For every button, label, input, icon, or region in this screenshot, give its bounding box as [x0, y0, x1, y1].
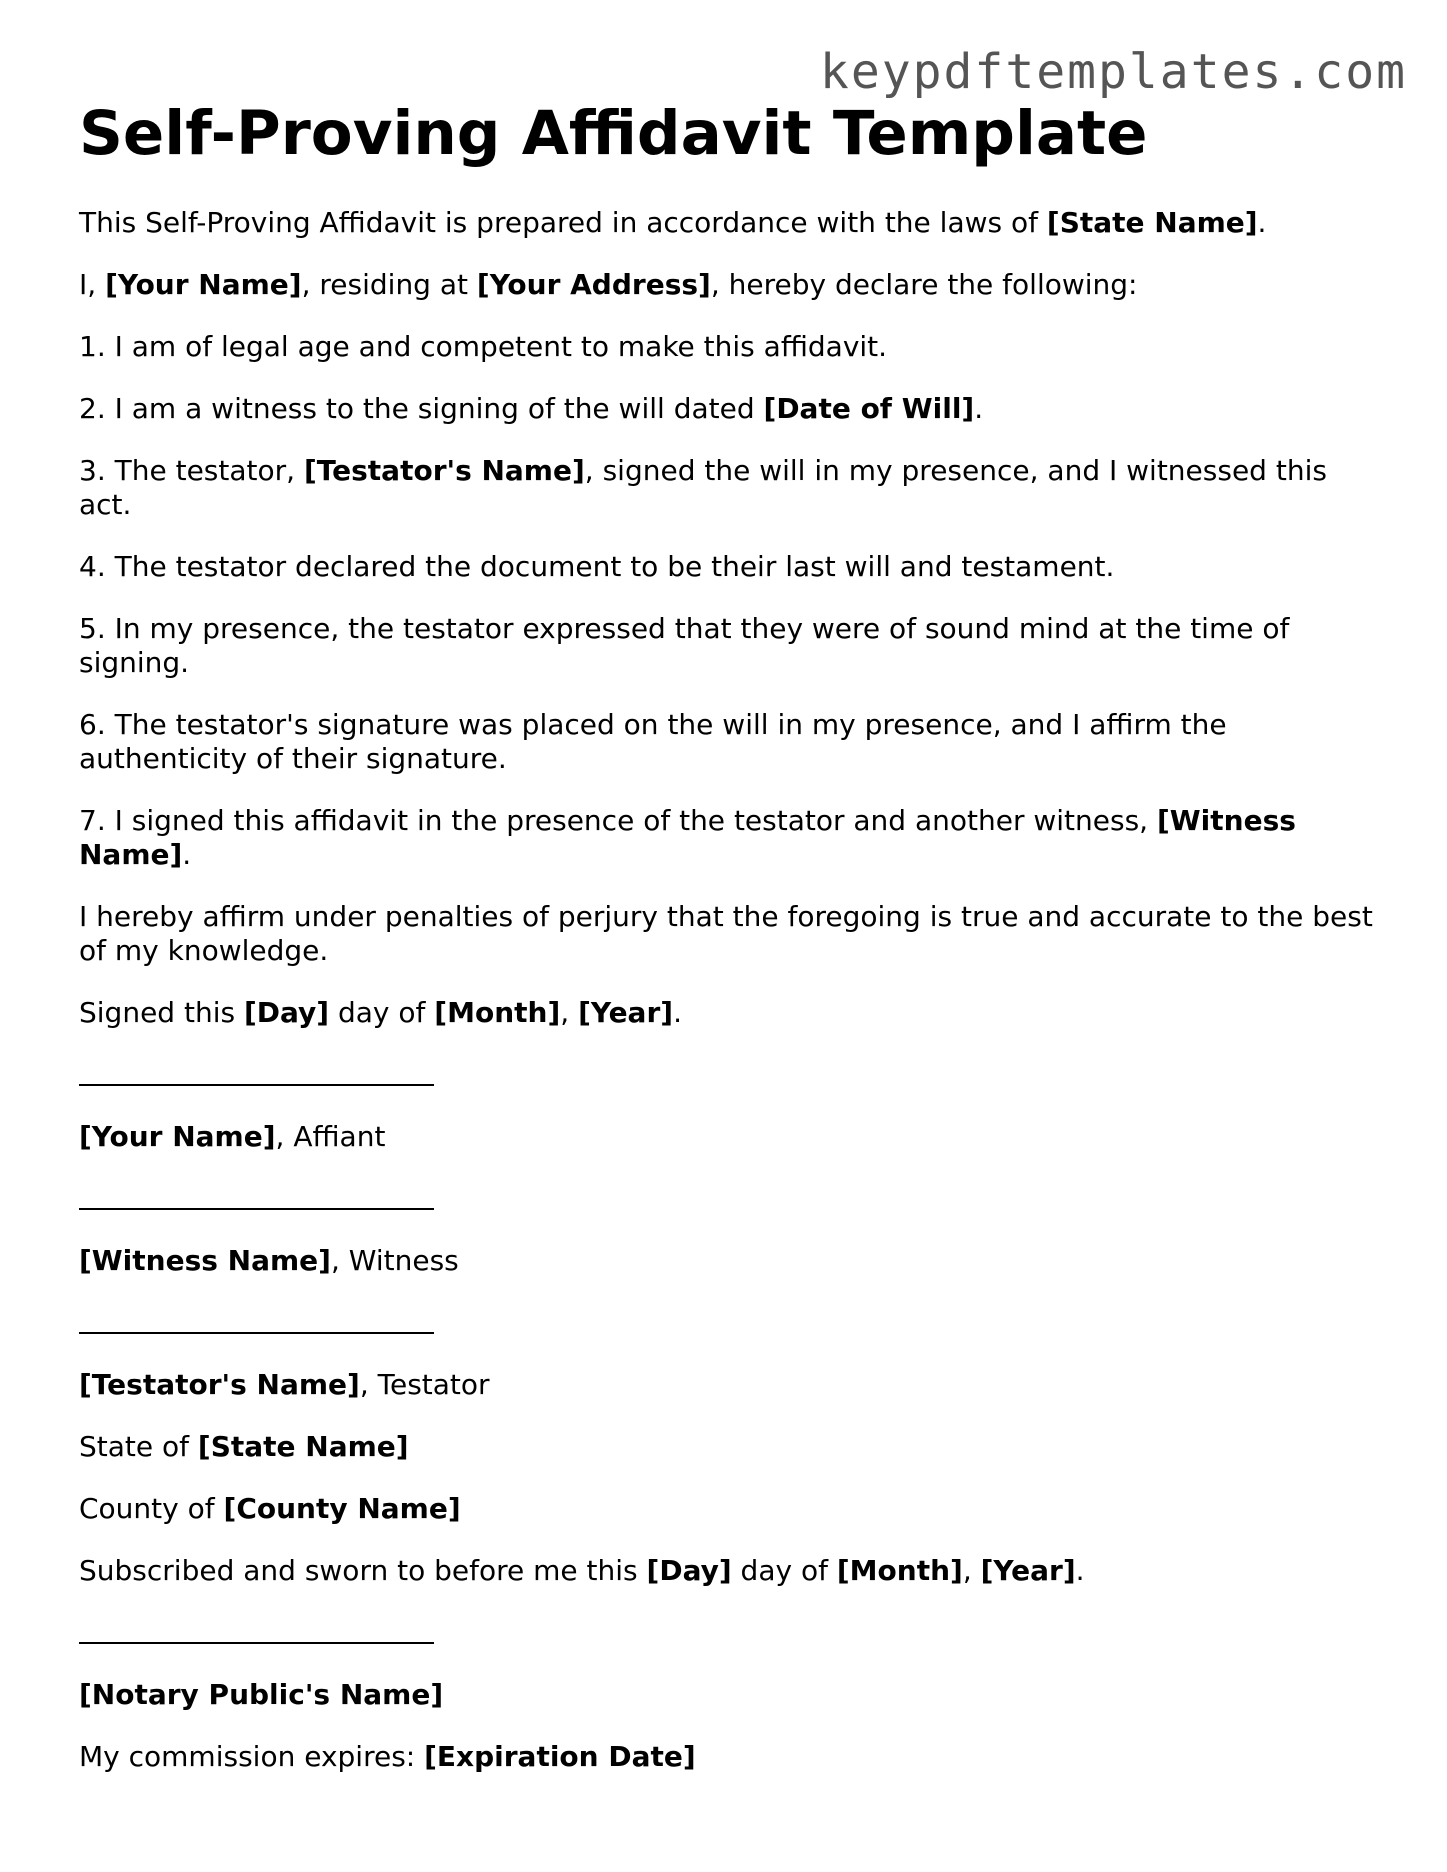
signature-rule [79, 1208, 434, 1210]
commission-pre: My commission expires: [79, 1740, 425, 1773]
page-title: Self-Proving Affidavit Template [79, 98, 1148, 169]
notary-name-placeholder: [Notary Public's Name] [79, 1678, 444, 1711]
intro-end: . [1257, 206, 1267, 239]
item-3-end: , signed the will in my presence, and I witnessed this act. [79, 454, 1327, 521]
sworn-mid1: day of [731, 1554, 837, 1587]
declaration-post: , hereby declare the following: [710, 268, 1138, 301]
affiant-label [79, 1120, 1379, 1154]
signed-date-line [79, 996, 1379, 1030]
signed-pre: Signed this [79, 996, 244, 1029]
item-7-text: 7. I signed this affidavit in the presence of the testator and another witness, [79, 804, 1157, 837]
your-name-placeholder: [Your Name] [105, 268, 302, 301]
state-name-placeholder: [State Name] [1046, 206, 1258, 239]
notary-county-pre: County of [79, 1492, 224, 1525]
signed-year-placeholder: [Year] [578, 996, 674, 1029]
declaration-pre: I, [79, 268, 106, 301]
item-3 [79, 454, 1379, 522]
commission-line [79, 1740, 1379, 1774]
notary-name-line [79, 1678, 1379, 1712]
notary-county-placeholder: [County Name] [223, 1492, 461, 1525]
signature-rule [79, 1084, 434, 1086]
notary-state-placeholder: [State Name] [197, 1430, 409, 1463]
item-2-text: 2. I am a witness to the signing of the will dated [79, 392, 764, 425]
notary-county-line [79, 1492, 1379, 1526]
declaration-paragraph [79, 268, 1379, 302]
item-4: 4. The testator declared the document to be their last will and testament. [79, 550, 1115, 583]
item-5: 5. In my presence, the testator expressed that they were of sound mind at the time of signing. [79, 612, 1290, 679]
signed-month-placeholder: [Month] [434, 996, 561, 1029]
testator-signature-name-placeholder: [Testator's Name] [79, 1368, 360, 1401]
testator-role: , Testator [359, 1368, 490, 1401]
signed-mid2: , [560, 996, 579, 1029]
sworn-year-placeholder: [Year] [980, 1554, 1076, 1587]
item-6: 6. The testator's signature was placed on the will in my presence, and I affirm the authenticity of their signature. [79, 708, 1227, 775]
signed-day-placeholder: [Day] [243, 996, 330, 1029]
affiant-signature-line [79, 1058, 1379, 1092]
document-body [79, 206, 1379, 1802]
signature-rule [79, 1642, 434, 1644]
affiant-role: , Affiant [275, 1120, 386, 1153]
item-1: 1. I am of legal age and competent to make this affidavit. [79, 330, 888, 363]
item-2-end: . [974, 392, 984, 425]
affirmation-paragraph: I hereby affirm under penalties of perjury that the foregoing is true and accurate to the best of my knowledge. [79, 900, 1373, 967]
affiant-name-placeholder: [Your Name] [79, 1120, 276, 1153]
sworn-mid2: , [962, 1554, 981, 1587]
sworn-post: . [1075, 1554, 1085, 1587]
intro-paragraph [79, 206, 1379, 240]
item-7-end: . [182, 838, 192, 871]
date-of-will-placeholder: [Date of Will] [763, 392, 975, 425]
signed-mid1: day of [329, 996, 435, 1029]
watermark: keypdftemplates.com [819, 44, 1407, 100]
item-7 [79, 804, 1379, 872]
witness-label [79, 1244, 1379, 1278]
intro-text: This Self-Proving Affidavit is prepared in accordance with the laws of [79, 206, 1047, 239]
witness-role: , Witness [330, 1244, 459, 1277]
item-3-text: 3. The testator, [79, 454, 304, 487]
notary-signature-line [79, 1616, 1379, 1650]
your-address-placeholder: [Your Address] [476, 268, 711, 301]
signed-post: . [673, 996, 682, 1029]
expiration-date-placeholder: [Expiration Date] [424, 1740, 696, 1773]
testator-signature-line [79, 1306, 1379, 1340]
testator-label [79, 1368, 1379, 1402]
witness-signature-name-placeholder: [Witness Name] [79, 1244, 331, 1277]
notary-state-pre: State of [79, 1430, 198, 1463]
sworn-month-placeholder: [Month] [836, 1554, 963, 1587]
item-2 [79, 392, 1379, 426]
testator-name-placeholder: [Testator's Name] [303, 454, 585, 487]
notary-state-line [79, 1430, 1379, 1464]
declaration-mid: , residing at [301, 268, 477, 301]
signature-rule [79, 1332, 434, 1334]
witness-name-placeholder: [Witness Name] [79, 804, 1296, 871]
sworn-line [79, 1554, 1379, 1588]
witness-signature-line [79, 1182, 1379, 1216]
sworn-pre: Subscribed and sworn to before me this [79, 1554, 647, 1587]
sworn-day-placeholder: [Day] [646, 1554, 732, 1587]
